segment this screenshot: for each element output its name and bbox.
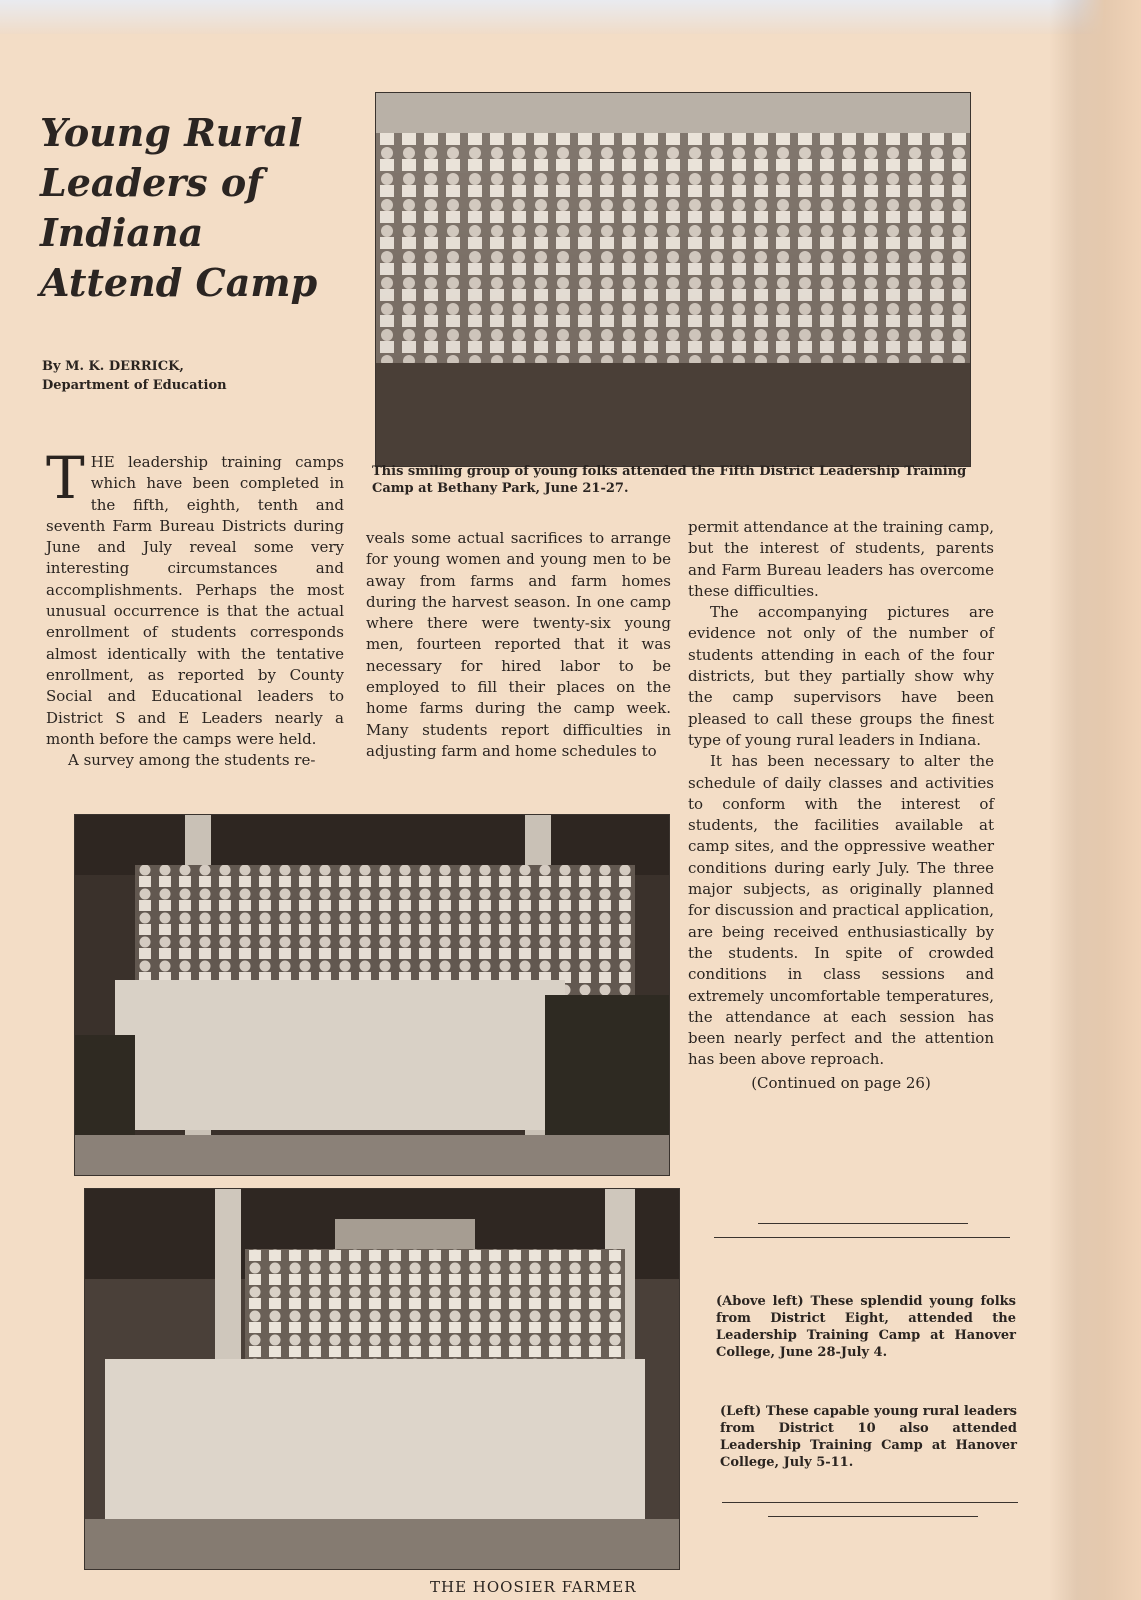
column-2 — [366, 528, 671, 762]
title-line: Leaders of — [40, 160, 263, 205]
paragraph: permit attendance at the training camp, but the interest of students, parents and Farm Bureau leaders has overcome these difficulties. — [688, 518, 994, 600]
group-photo-image — [376, 93, 970, 466]
paragraph-text: HE leadership training camps which have been completed in the fifth, eighth, tenth and seventh Farm Bureau Districts during June and July reveal some very interesting circumstances and accomplishments. Perhaps the most unusual occurrence is that the actual enrollment of students corresponds almost identically with the tentative enrollment, as reported by County Social and Educational leaders to District S and E Leaders nearly a month before the camps were held. — [46, 453, 344, 748]
article-title — [40, 108, 340, 308]
caption-above-left: (Above left) These splendid young folks from District Eight, attended the Leadership Training Camp at Hanover College, June 28-July 4. — [716, 1294, 1016, 1360]
group-photo-image — [85, 1189, 679, 1569]
dropcap: T — [46, 444, 85, 512]
title-line: Attend Camp — [40, 260, 318, 305]
caption-left: (Left) These capable young rural leaders from District 10 also attended Leadership Training Camp at Hanover College, July 5-11. — [720, 1404, 1017, 1470]
column-3 — [688, 517, 994, 1094]
caption-top-photo: This smiling group of young folks attended the Fifth District Leadership Training Camp at Bethany Park, June 21-27. — [372, 464, 967, 496]
caption-rule — [714, 1237, 1010, 1238]
paragraph: A survey among the students re- — [68, 751, 316, 770]
caption-rule — [758, 1223, 968, 1224]
paragraph: It has been necessary to alter the schedule of daily classes and activities to conform with the interest of students, the facilities available at camp sites, and the oppressive weather conditions during early July. The three major subjects, as originally planned for discussion and practical application, are being received enthusiastically by the students. In spite of crowded conditions in class sessions and extremely uncomfortable temperatures, the attendance at each session has been nearly perfect and the attention has been above reproach. — [688, 752, 994, 1069]
department: Department of Education — [42, 378, 227, 393]
group-photo-image — [75, 815, 669, 1175]
column-1 — [46, 444, 344, 771]
caption-rule — [768, 1516, 978, 1517]
byline — [42, 357, 342, 395]
photo-fifth-district-group — [375, 92, 971, 467]
footer-publication: THE HOOSIER FARMER — [430, 1578, 637, 1596]
continued-note: (Continued on page 26) — [751, 1073, 931, 1092]
page-spine-shadow — [1049, 0, 1141, 1600]
caption-rule — [722, 1502, 1018, 1503]
page-top-edge — [0, 0, 1141, 34]
title-line: Indiana — [40, 210, 204, 255]
paragraph — [46, 444, 344, 750]
photo-district-eight-group — [74, 814, 670, 1176]
author: By M. K. DERRICK, — [42, 359, 184, 374]
paragraph: veals some actual sacrifices to arrange for young women and young men to be away from farms and farm homes during the harvest season. In one camp where there were twenty-six young men, fourteen reported that it was necessary for hired labor to be employed to fill their places on the home farms during the camp week. Many students report difficulties in adjusting farm and home schedules to — [366, 529, 671, 760]
photo-district-ten-group — [84, 1188, 680, 1570]
title-line: Young Rural — [40, 110, 303, 155]
paragraph: The accompanying pictures are evidence not only of the number of students attending in each of the four districts, but they partially show why the camp supervisors have been pleased to call these groups the finest type of young rural leaders in Indiana. — [688, 603, 994, 749]
